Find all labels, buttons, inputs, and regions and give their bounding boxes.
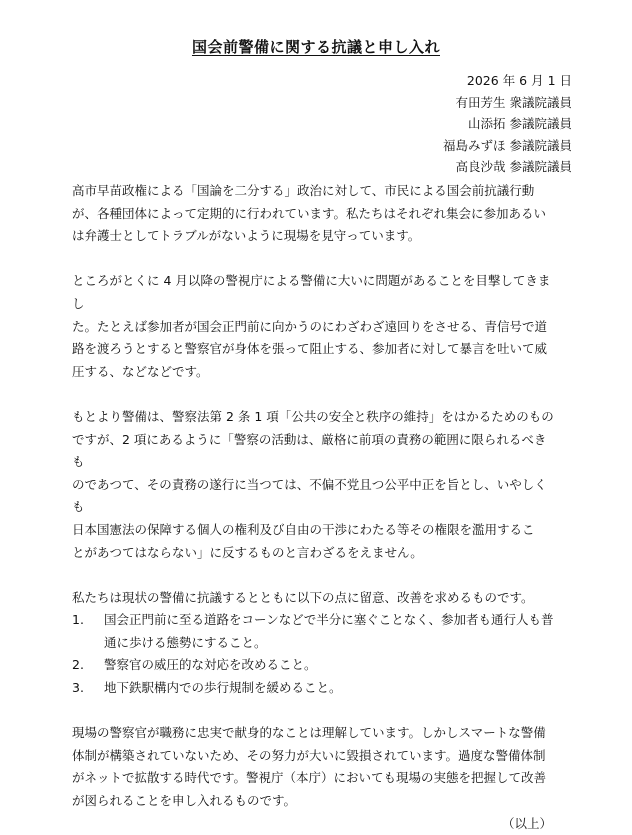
document-body (72, 180, 558, 835)
signatory: 山添拓 参議院議員 (468, 116, 572, 132)
header-block (312, 70, 572, 178)
list-intro: 私たちは現状の警備に抗議するとともに以下の点に留意、改善を求めるものです。 (72, 589, 534, 605)
list-item-number: 2. (72, 657, 84, 673)
list-item-number: 1. (72, 612, 84, 628)
list-item (72, 654, 558, 677)
paragraph: ところがとくに 4 月以降の警視庁による警備に大いに問題があることを目撃してきまし た。たとえば参加者が国会正門前に向かうのにわざわざ遠回りをさせる、青信号で道 路を渡ろうとすると警察官が身体を張って阻止する、参加者に対して暴言を吐いて威 圧する、などなどです。 (72, 273, 551, 379)
document-title-text: 国会前警備に関する抗議と申し入れ (191, 38, 440, 56)
list-item-number: 3. (72, 680, 84, 696)
list-item-text: 地下鉄駅構内での歩行規制を緩めること。 (104, 680, 342, 696)
paragraph: もとより警備は、警察法第 2 条 1 項「公共の安全と秩序の維持」をはかるためのもの ですが、2 項にあるように「警察の活動は、厳格に前項の責務の範囲に限られるべきも のであつて、その責務の遂行に当つては、不偏不党且つ公平中正を旨とし、いやしくも 日本国憲法の保障する個人の権利及び自由の干渉にわたる等その権限を濫用するこ とがあつてはならない」に反するものと言わざるをえません。 (72, 408, 554, 560)
document-date: 2026 年 6 月 1 日 (466, 73, 572, 88)
list-item-text: 国会正門前に至る道路をコーンなどで半分に塞ぐことなく、参加者も通行人も普 通に歩ける態勢にすること。 (104, 612, 554, 650)
signatory: 高良沙哉 参議院議員 (455, 159, 572, 175)
paragraph: 高市早苗政権による「国論を二分する」政治に対して、市民による国会前抗議行動 が、各種団体によって定期的に行われています。私たちはそれぞれ集会に参加あるい は弁護士としてトラブルがないように現場を見守っています。 (72, 183, 547, 244)
list-item (72, 677, 558, 700)
request-list (72, 609, 558, 699)
list-item (72, 609, 558, 654)
signatory: 福島みずほ 参議院議員 (443, 137, 572, 153)
document-title (0, 36, 632, 57)
signatory: 有田芳生 衆議院議員 (455, 94, 572, 110)
closing-mark: （以上） (501, 815, 552, 831)
list-item-text: 警察官の威圧的な対応を改めること。 (104, 657, 317, 673)
final-paragraph: 現場の警察官が職務に忠実で献身的なことは理解しています。しかしスマートな警備 体制が構築されていないため、その努力が大いに毀損されています。過度な警備体制 がネットで拡散する時代です。警視庁（本庁）においても現場の実態を把握して改善 が図られることを申し入れるものです。 (72, 725, 547, 809)
request-section (72, 587, 558, 700)
